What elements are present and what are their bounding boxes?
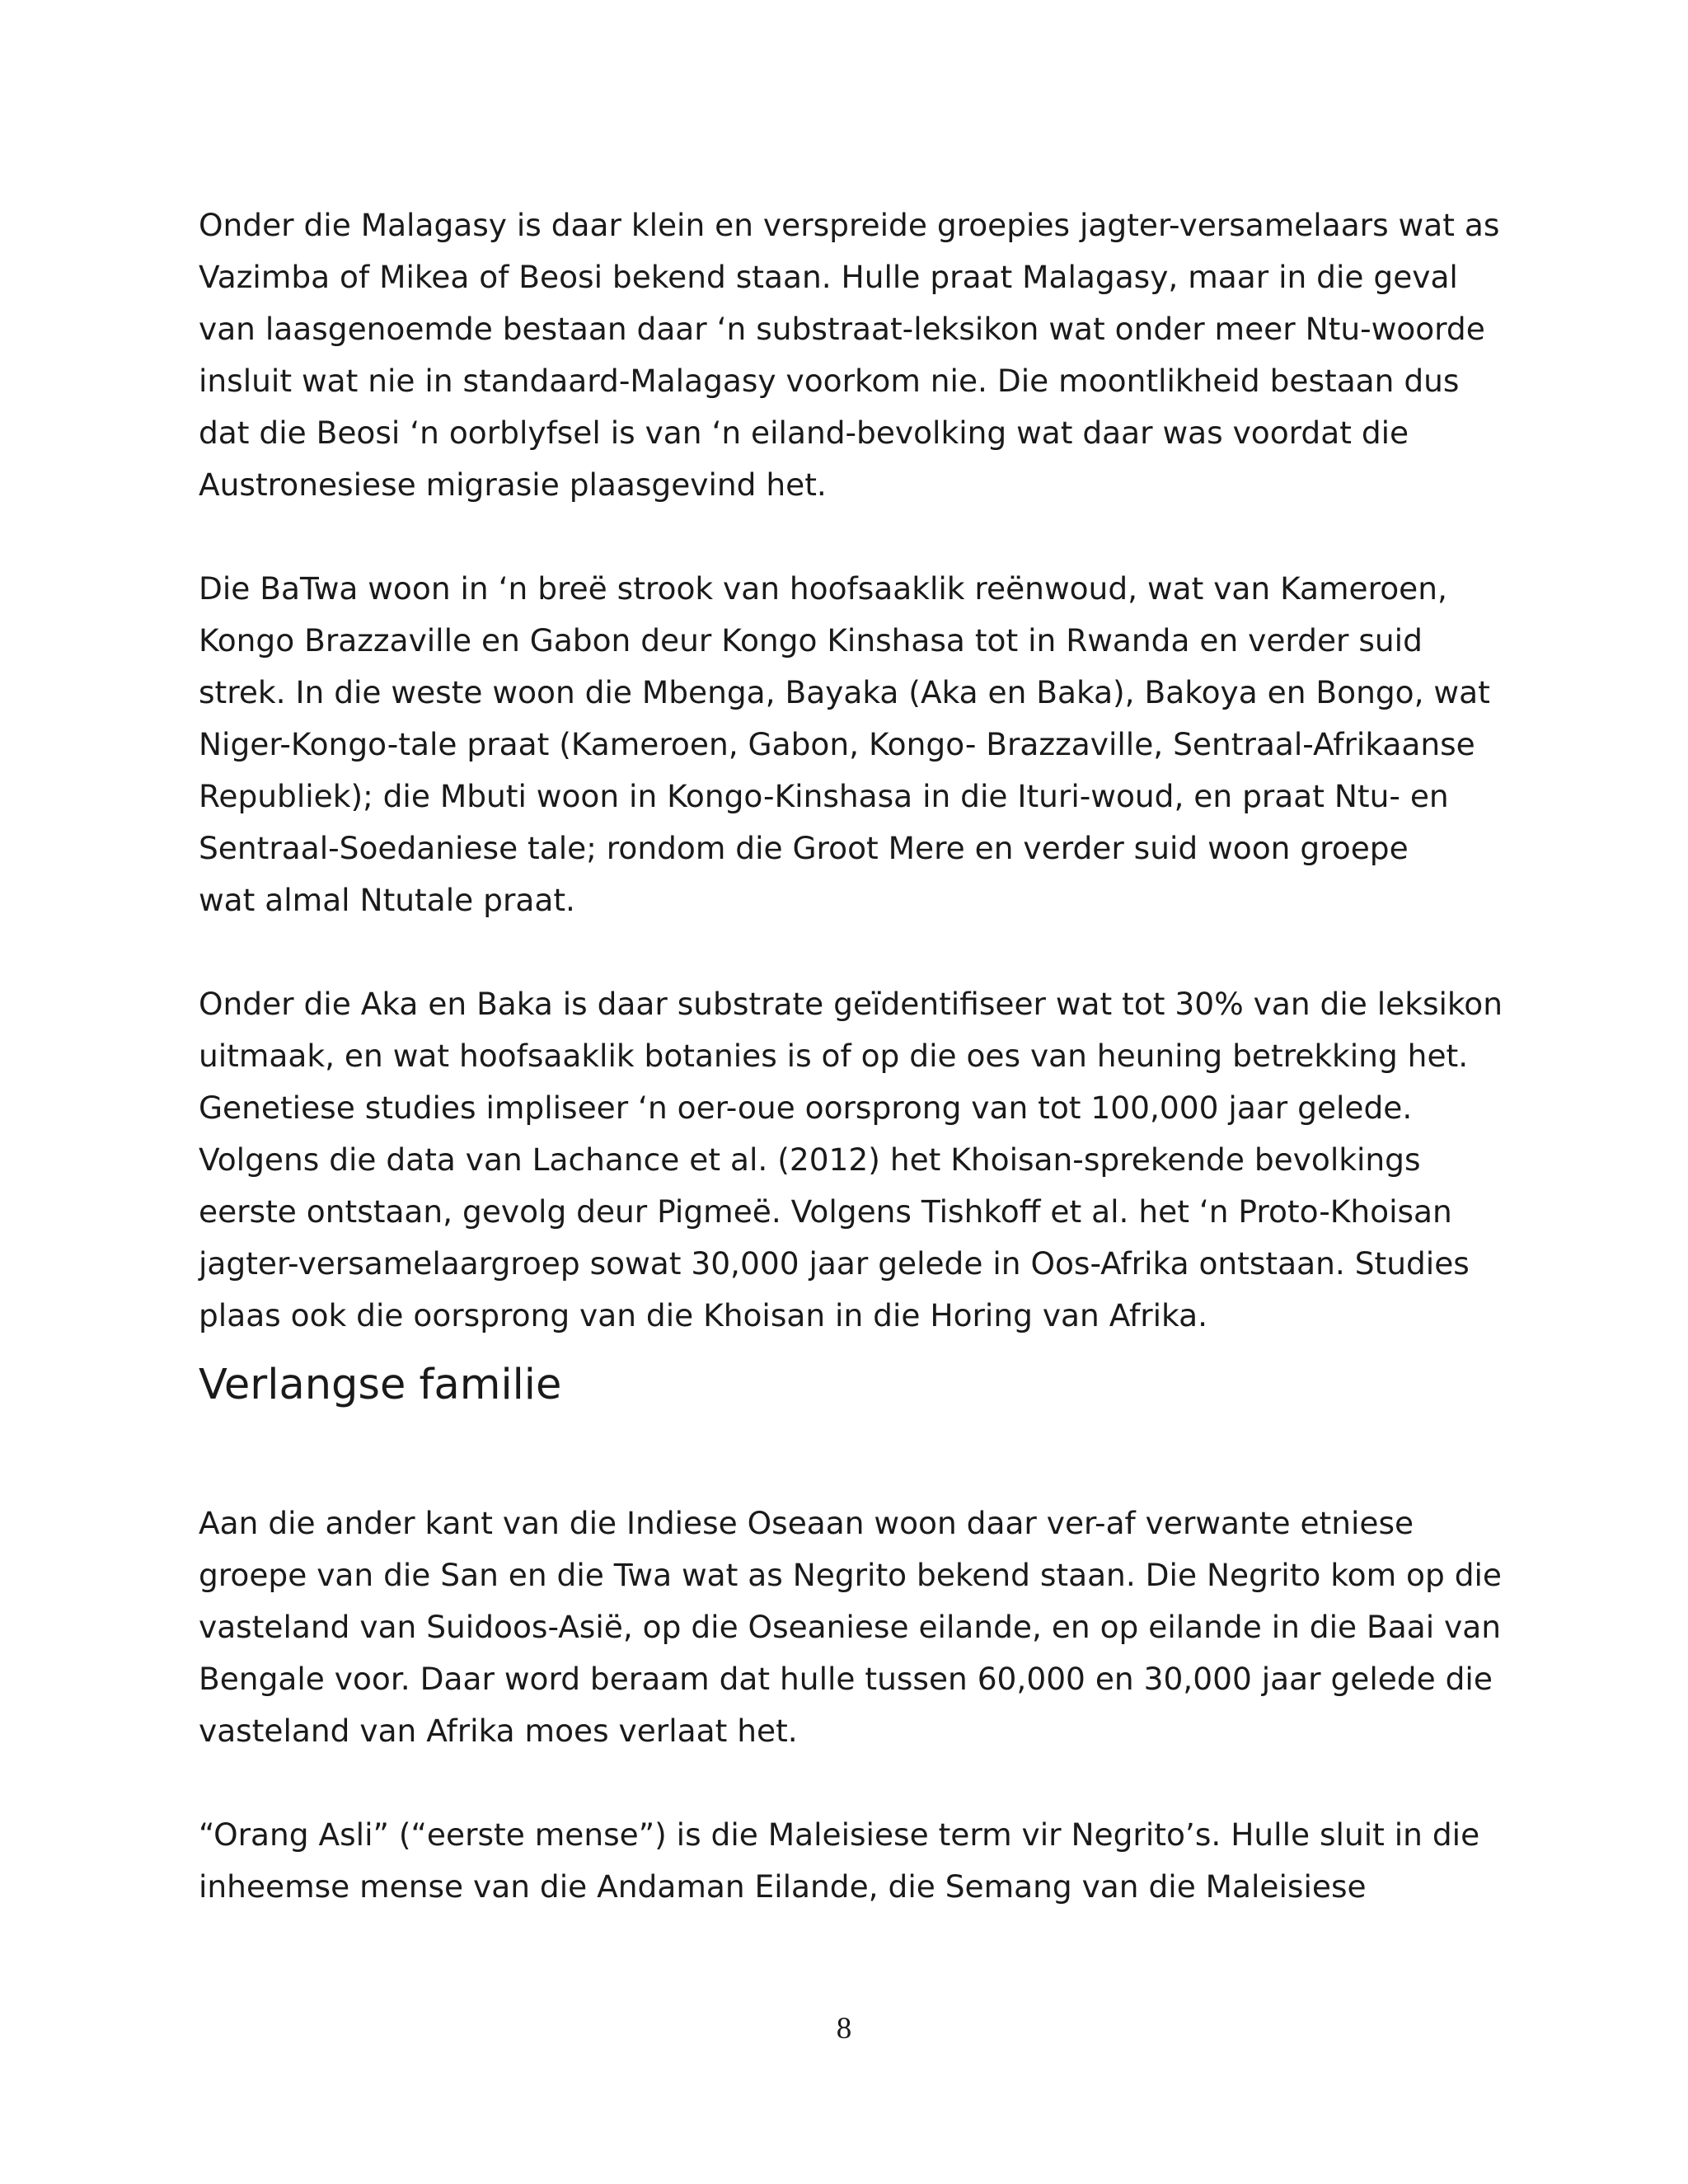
text-line: strek. In die weste woon die Mbenga, Bayaka (Aka en Baka), Bakoya en Bongo, wat [199,674,1490,710]
text-line: Republiek); die Mbuti woon in Kongo-Kinshasa in die Ituri-woud, en praat Ntu- en [199,778,1449,814]
page-content [199,199,1501,1913]
text-line: plaas ook die oorsprong van die Khoisan in die Horing van Afrika. [199,1297,1208,1333]
paragraph-gap [199,511,1501,563]
heading-gap [199,1446,1501,1497]
text-line: Onder die Malagasy is daar klein en verspreide groepies jagter-versamelaars wat as [199,207,1500,243]
text-line: Austronesiese migrasie plaasgevind het. [199,466,827,503]
text-line: vasteland van Afrika moes verlaat het. [199,1713,798,1749]
text-line: van laasgenoemde bestaan daar ‘n substraat-leksikon wat onder meer Ntu-woorde [199,311,1485,347]
paragraph-malagasy [199,199,1501,511]
text-line: vasteland van Suidoos-Asië, op die Oseaniese eilande, en op eilande in die Baai van [199,1609,1501,1645]
text-line: Sentraal-Soedaniese tale; rondom die Groot Mere en verder suid woon groepe [199,830,1409,866]
text-line: Kongo Brazzaville en Gabon deur Kongo Kinshasa tot in Rwanda en verder suid [199,622,1423,658]
text-line: Die BaTwa woon in ‘n breë strook van hoofsaaklik reënwoud, wat van Kameroen, [199,570,1447,607]
text-line: groepe van die San en die Twa wat as Negrito bekend staan. Die Negrito kom op die [199,1557,1503,1593]
paragraph-negrito [199,1497,1501,1757]
text-line: uitmaak, en wat hoofsaaklik botanies is of op die oes van heuning betrekking het. [199,1038,1469,1074]
text-line: Genetiese studies impliseer ‘n oer-oue oorsprong van tot 100,000 jaar gelede. [199,1090,1413,1126]
paragraph-gap [199,926,1501,978]
text-line: Volgens die data van Lachance et al. (2012) het Khoisan-sprekende bevolkings [199,1141,1421,1178]
text-line: jagter-versamelaargroep sowat 30,000 jaar gelede in Oos-Afrika ontstaan. Studies [199,1245,1470,1282]
text-line: inheemse mense van die Andaman Eilande, die Semang van die Maleisiese [199,1868,1367,1905]
paragraph-aka-baka [199,978,1501,1342]
paragraph-orang-asli [199,1809,1501,1913]
text-line: Aan die ander kant van die Indiese Oseaan woon daar ver-af verwante etniese [199,1505,1414,1541]
paragraph-gap [199,1757,1501,1809]
text-line: wat almal Ntutale praat. [199,882,575,918]
paragraph-batwa [199,563,1501,926]
text-line: Bengale voor. Daar word beraam dat hulle tussen 60,000 en 30,000 jaar gelede die [199,1661,1493,1697]
text-line: eerste ontstaan, gevolg deur Pigmeë. Volgens Tishkoff et al. het ‘n Proto-Khoisan [199,1193,1452,1230]
text-line: Onder die Aka en Baka is daar substrate geïdentifiseer wat tot 30% van die leksikon [199,986,1503,1022]
text-line: Niger-Kongo-tale praat (Kameroen, Gabon, Kongo- Brazzaville, Sentraal-Afrikaanse [199,726,1475,762]
section-heading: Verlangse familie [199,1361,562,1409]
text-line: “Orang Asli” (“eerste mense”) is die Maleisiese term vir Negrito’s. Hulle sluit in die [199,1816,1480,1853]
text-line: Vazimba of Mikea of Beosi bekend staan. Hulle praat Malagasy, maar in die geval [199,259,1458,295]
page-number: 8 [836,2012,852,2046]
text-line: insluit wat nie in standaard-Malagasy voorkom nie. Die moontlikheid bestaan dus [199,363,1460,399]
text-line: dat die Beosi ‘n oorblyfsel is van ‘n eiland-bevolking wat daar was voordat die [199,415,1409,451]
